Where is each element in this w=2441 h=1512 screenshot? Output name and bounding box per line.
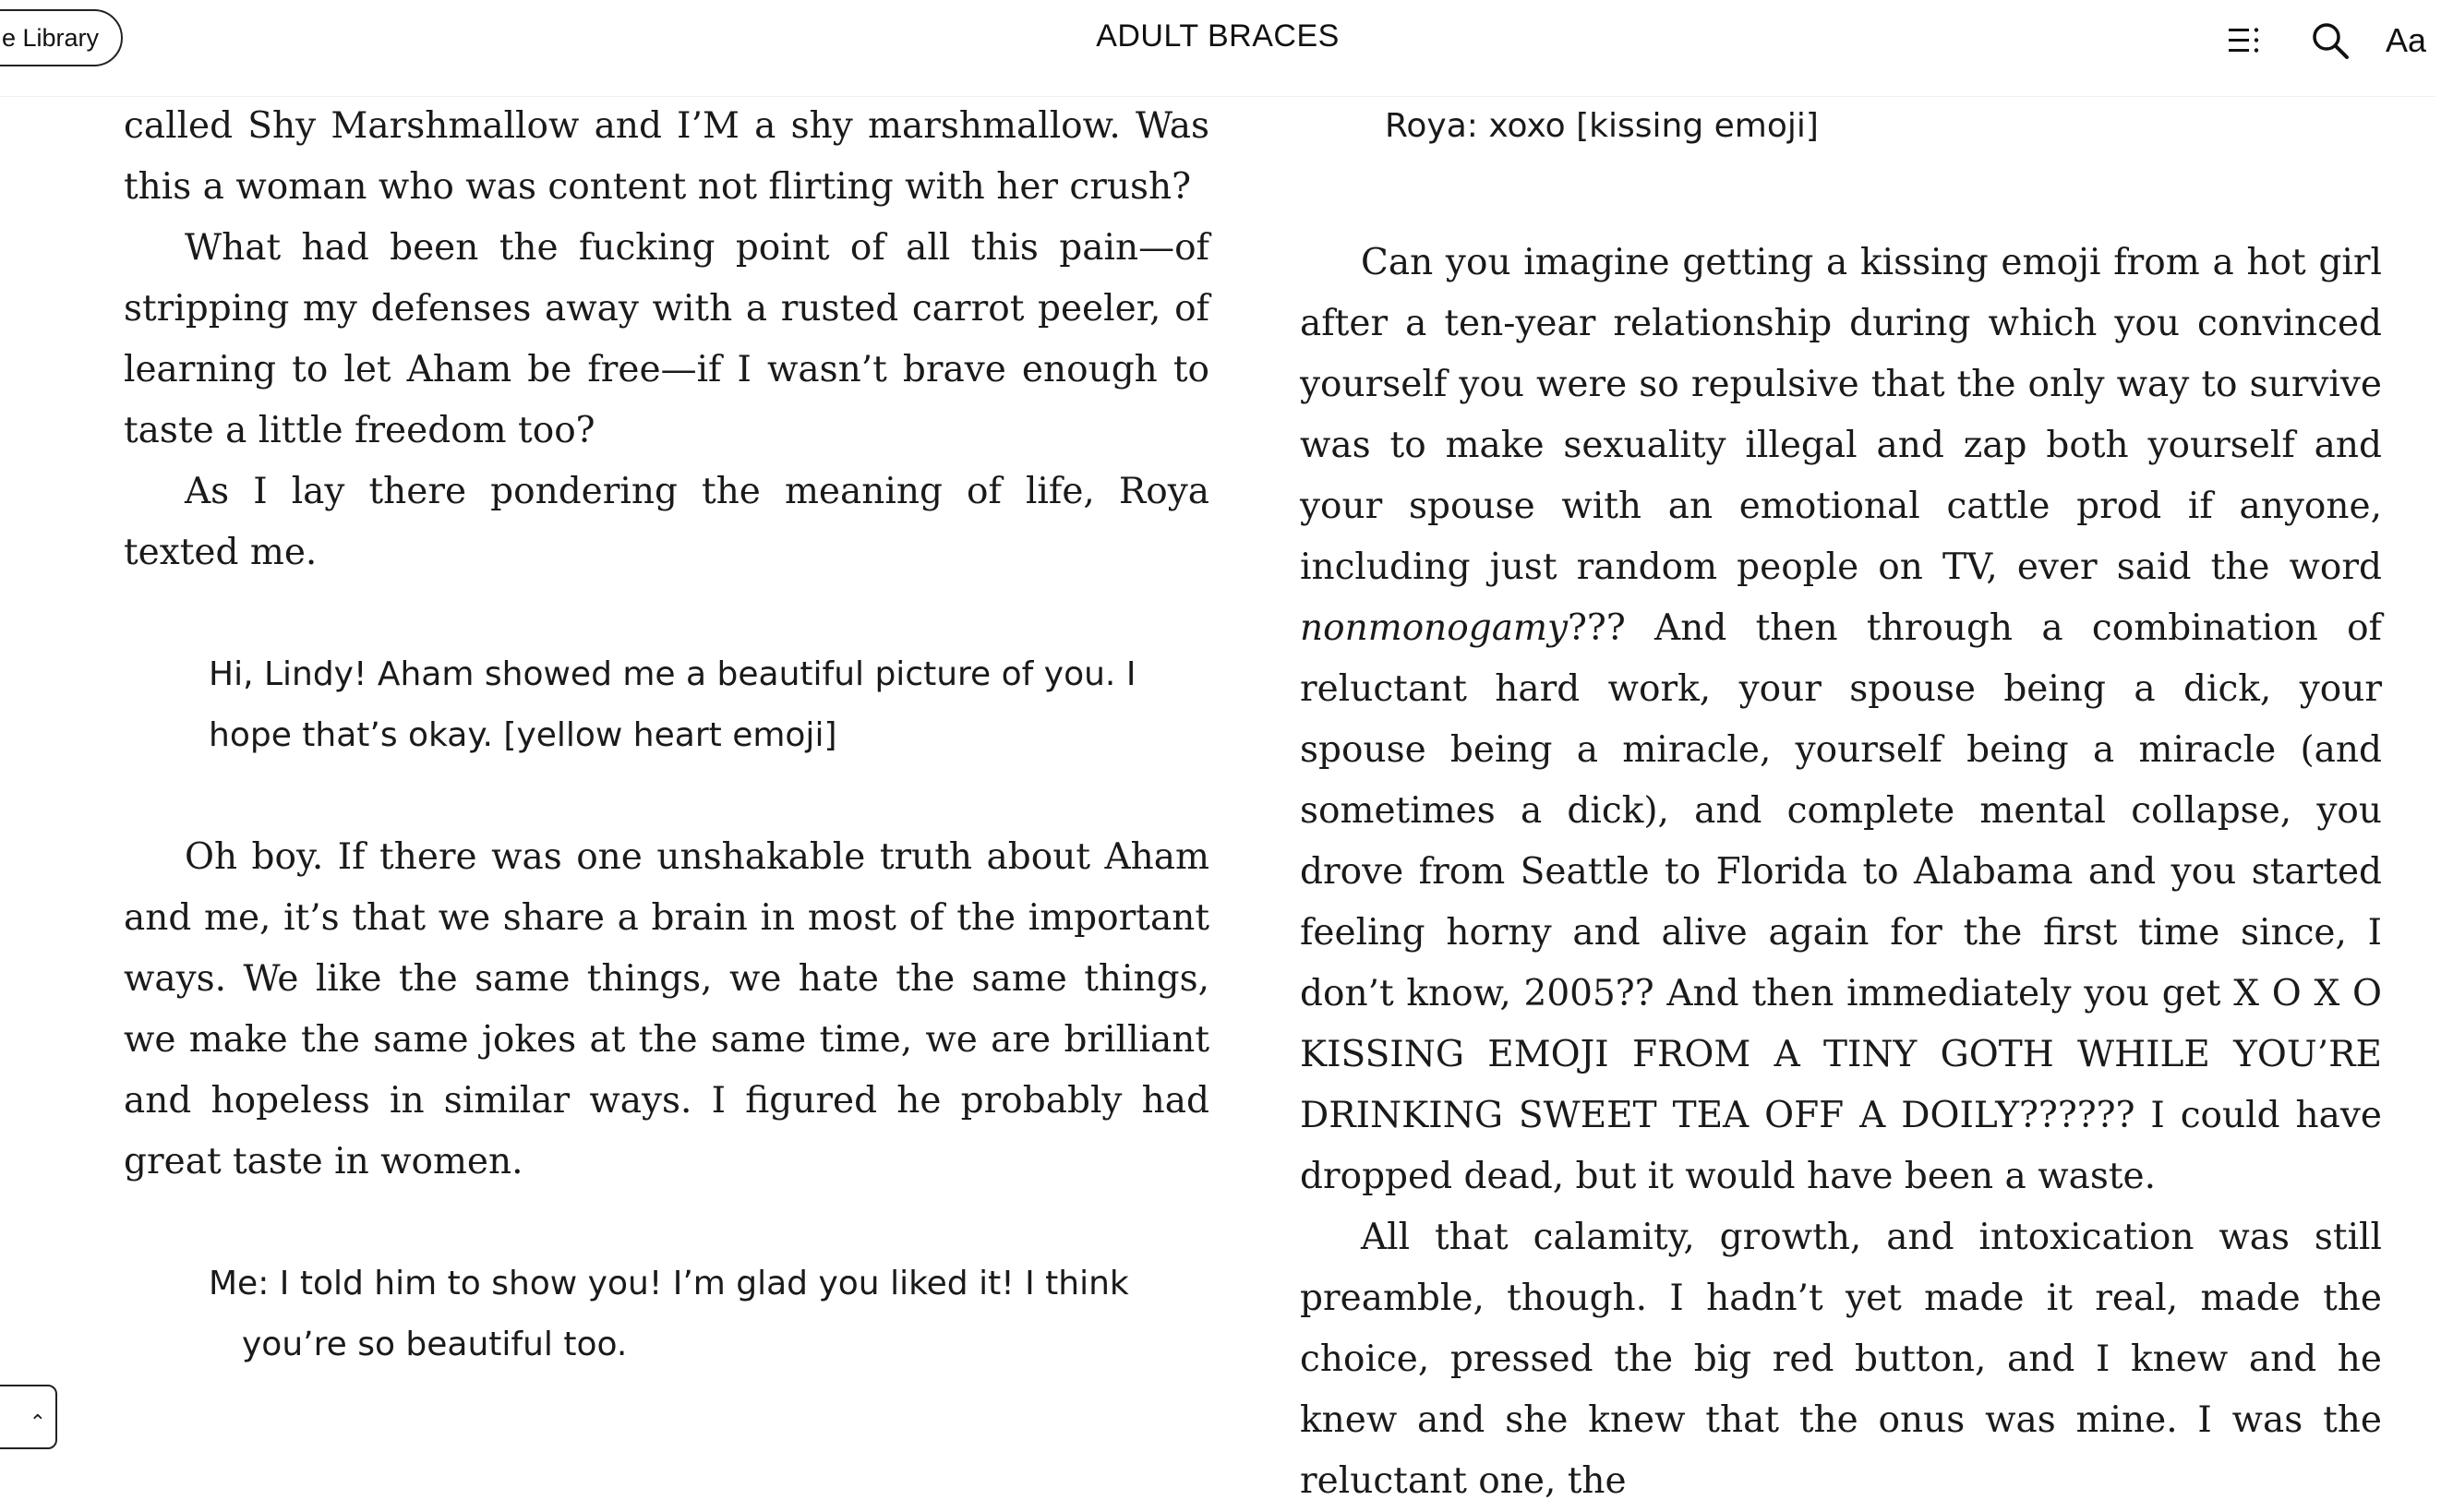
search-icon[interactable] <box>2306 17 2354 65</box>
table-of-contents-icon[interactable] <box>2221 17 2269 65</box>
right-page-column <box>1300 96 2382 1512</box>
page-corner-widget[interactable]: ⌃ <box>0 1385 57 1449</box>
paragraph-text: ??? And then through a combination of reluctant hard work, your spouse being a dick, your spouse being a miracle, yourself being a miracle (and sometimes a dick), and complete mental collapse, you drove from Seattle to Florida to Alabama and you started feeling horny and alive again for the first time since, I don’t know, 2005?? And then immediately you get X O X O KISSING EMOJI FROM A TINY GOTH WHILE YOU’RE DRINKING SWEET TEA OFF A DOILY?????? I could have dropped dead, but it would have been a waste. <box>1300 607 2382 1197</box>
font-settings-icon[interactable]: Aa <box>2386 21 2427 59</box>
paragraph: called Shy Marshmallow and I’M a shy marshmallow. Was this a woman who was content not flirting with her crush? <box>124 105 1209 208</box>
book-title: ADULT BRACES <box>1096 18 1340 54</box>
paragraph: Oh boy. If there was one unshakable truth about Aham and me, it’s that we share a brain in most of the important ways. We like the same things, we hate the same things, we make the same jokes at the same time, we are brilliant and hopeless in similar ways. I figured he probably had great taste in women. <box>124 836 1209 1182</box>
spacer <box>124 583 1209 644</box>
text-message: Hi, Lindy! Aham showed me a beautiful picture of you. I hope that’s okay. [yellow heart emoji] <box>209 655 1136 754</box>
paragraph: All that calamity, growth, and intoxication was still preamble, though. I hadn’t yet made it real, made the choice, pressed the big red button, and I knew and he knew and she knew that the onus was mine. I was the reluctant one, the <box>1300 1217 2382 1502</box>
paragraph <box>1300 233 2382 1207</box>
library-button[interactable]: e Library <box>0 9 123 66</box>
reader-toolbar <box>0 0 2435 97</box>
paragraph: As I lay there pondering the meaning of life, Roya texted me. <box>124 471 1209 573</box>
spacer <box>124 766 1209 827</box>
emphasized-word: nonmonogamy <box>1300 607 1569 649</box>
paragraph-text: Can you imagine getting a kissing emoji from a hot girl after a ten-year relationship during which you convinced yourself you were so repulsive that the only way to survive was to make sexuality illegal and zap both yourself and your spouse with an emotional cattle prod if anyone, including just random people on TV, ever said the word <box>1300 242 2382 588</box>
left-page-column <box>124 96 1209 1375</box>
spacer <box>124 1193 1209 1254</box>
paragraph: What had been the fucking point of all this pain—of stripping my defenses away with a rusted carrot peeler, of learning to let Aham be free—if I wasn’t brave enough to taste a little freedom too? <box>124 227 1209 451</box>
text-message: Roya: xoxo [kissing emoji] <box>1385 107 1819 145</box>
text-message: Me: I told him to show you! I’m glad you liked it! I think you’re so beautiful too. <box>209 1265 1129 1363</box>
spacer <box>1300 157 2382 233</box>
